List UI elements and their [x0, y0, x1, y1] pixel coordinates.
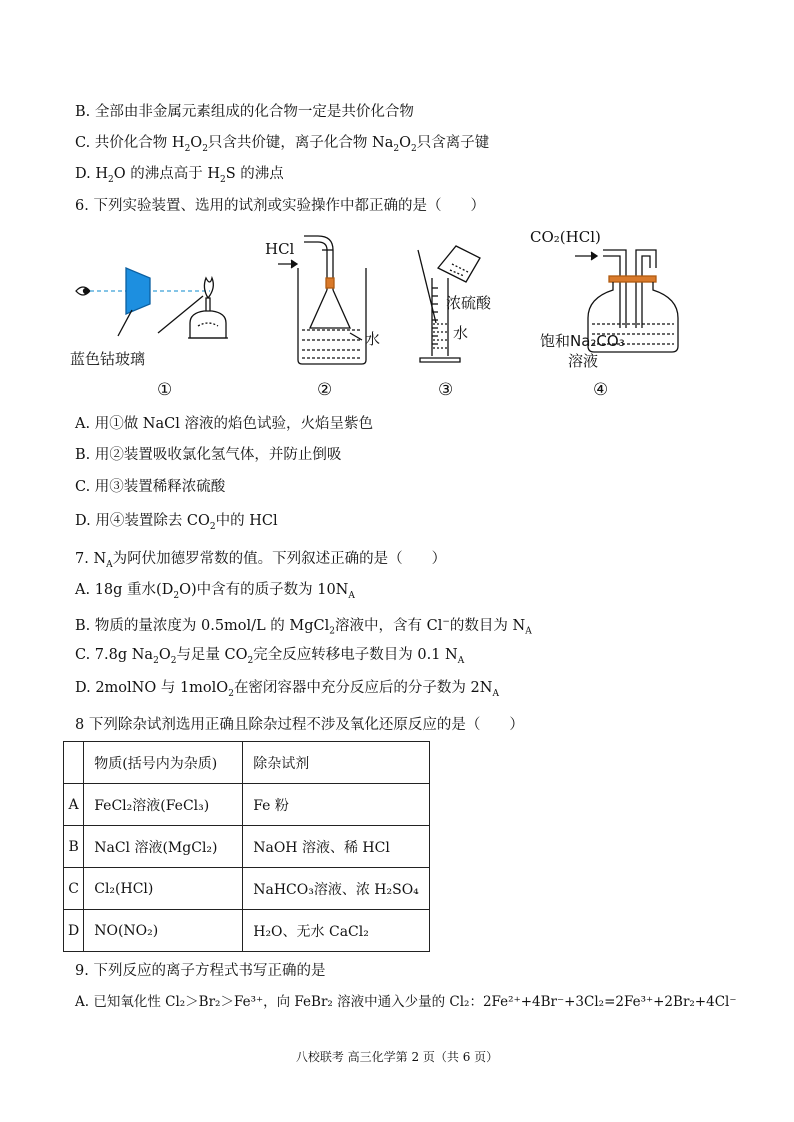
q7-stem: 7. $N_A$为阿伏加德罗常数的值。下列叙述正确的是（ ） [75, 551, 447, 570]
table-cell: D [64, 910, 84, 952]
table-row [64, 910, 430, 952]
figure-num-1: ① [157, 380, 173, 400]
label-conc-acid: 浓硫酸 [446, 294, 492, 312]
table-row [64, 826, 430, 868]
q7-option-d: D. 2molNO 与 1molO$_2$在密闭容器中充分反应后的分子数为 $2N_A$ [75, 680, 499, 699]
label-water-3: 水 [453, 324, 469, 342]
table-row [64, 784, 430, 826]
q8-stem: 8 下列除杂试剂选用正确且除杂过程不涉及氧化还原反应的是（ ） [75, 717, 524, 733]
q9-stem: 9. 下列反应的离子方程式书写正确的是 [75, 963, 326, 979]
page-footer: 八校联考 高三化学第 2 页（共 6 页） [295, 1050, 499, 1064]
figure-num-4: ④ [593, 380, 609, 400]
q6-option-b: B. 用②装置吸收氯化氢气体，并防止倒吸 [75, 447, 342, 463]
q5-option-c: C. 共价化合物 $H_2O_2$只含共价键，离子化合物 $Na_2O_2$只含离子键 [75, 135, 490, 154]
table-cell: H₂O、无水 CaCl₂ [243, 910, 430, 952]
table-cell: NaHCO₃溶液、浓 H₂SO₄ [243, 868, 430, 910]
table-header-row [64, 742, 430, 784]
label-co2-hcl: CO₂(HCl) [530, 228, 601, 246]
label-water-2: 水 [365, 330, 381, 348]
q7-option-b: B. 物质的量浓度为 0.5mol/L 的 MgCl$_2$溶液中，含有 Cl−的数目为 $N_A$ [75, 617, 532, 637]
label-hcl: HCl [265, 240, 295, 258]
label-cobalt-glass: 蓝色钴玻璃 [70, 350, 146, 368]
q5-option-b: B. 全部由非金属元素组成的化合物一定是共价化合物 [75, 104, 414, 120]
alcohol-lamp [190, 311, 226, 338]
q6-stem: 6. 下列实验装置、选用的试剂或实验操作中都正确的是（ ） [75, 198, 485, 214]
table-cell: A [64, 784, 84, 826]
table-cell: NO(NO₂) [84, 910, 243, 952]
figure-num-2: ② [317, 380, 333, 400]
glass-rod [418, 250, 436, 323]
q6-option-d: D. 用④装置除去 $CO_2$中的 HCl [75, 513, 278, 532]
table-cell: NaCl 溶液(MgCl₂) [84, 826, 243, 868]
label-saturated: 饱和Na₂CO₃ [540, 332, 625, 350]
table-cell: C [64, 868, 84, 910]
table-cell: Cl₂(HCl) [84, 868, 243, 910]
q8-options-table [63, 741, 430, 952]
table-header-reagent: 除杂试剂 [243, 742, 430, 784]
table-cell: B [64, 826, 84, 868]
pouring-beaker [438, 246, 480, 282]
table-cell [64, 742, 84, 784]
inverted-funnel [310, 290, 350, 328]
table-header-substance: 物质(括号内为杂质) [84, 742, 243, 784]
table-cell: NaOH 溶液、稀 HCl [243, 826, 430, 868]
q9-option-a: A. 已知氧化性 Cl₂＞Br₂＞Fe³⁺，向 FeBr₂ 溶液中通入少量的 Cl₂：2Fe²⁺+4Br⁻+3Cl₂=2Fe³⁺+2Br₂+4Cl⁻ [75, 994, 737, 1010]
table-cell: Fe 粉 [243, 784, 430, 826]
figure-num-3: ③ [438, 380, 454, 400]
table-row [64, 868, 430, 910]
q7-option-c: C. 7.8g $Na_2O_2$与足量 $CO_2$完全反应转移电子数目为 0.1 $N_A$ [75, 647, 465, 666]
table-cell: FeCl₂溶液(FeCl₃) [84, 784, 243, 826]
q6-option-a: A. 用①做 NaCl 溶液的焰色试验，火焰呈紫色 [75, 416, 373, 432]
cobalt-glass [126, 268, 150, 314]
eye-icon [76, 287, 90, 295]
q7-option-a: A. 18g 重水$(D_2O)$中含有的质子数为 $10N_A$ [75, 582, 355, 601]
apparatus-drawing [60, 228, 700, 403]
q5-option-d: D. $H_2O$ 的沸点高于 $H_2S$ 的沸点 [75, 166, 284, 185]
q6-option-c: C. 用③装置稀释浓硫酸 [75, 479, 226, 495]
apparatus-figure [60, 228, 700, 403]
label-solution: 溶液 [568, 352, 599, 370]
